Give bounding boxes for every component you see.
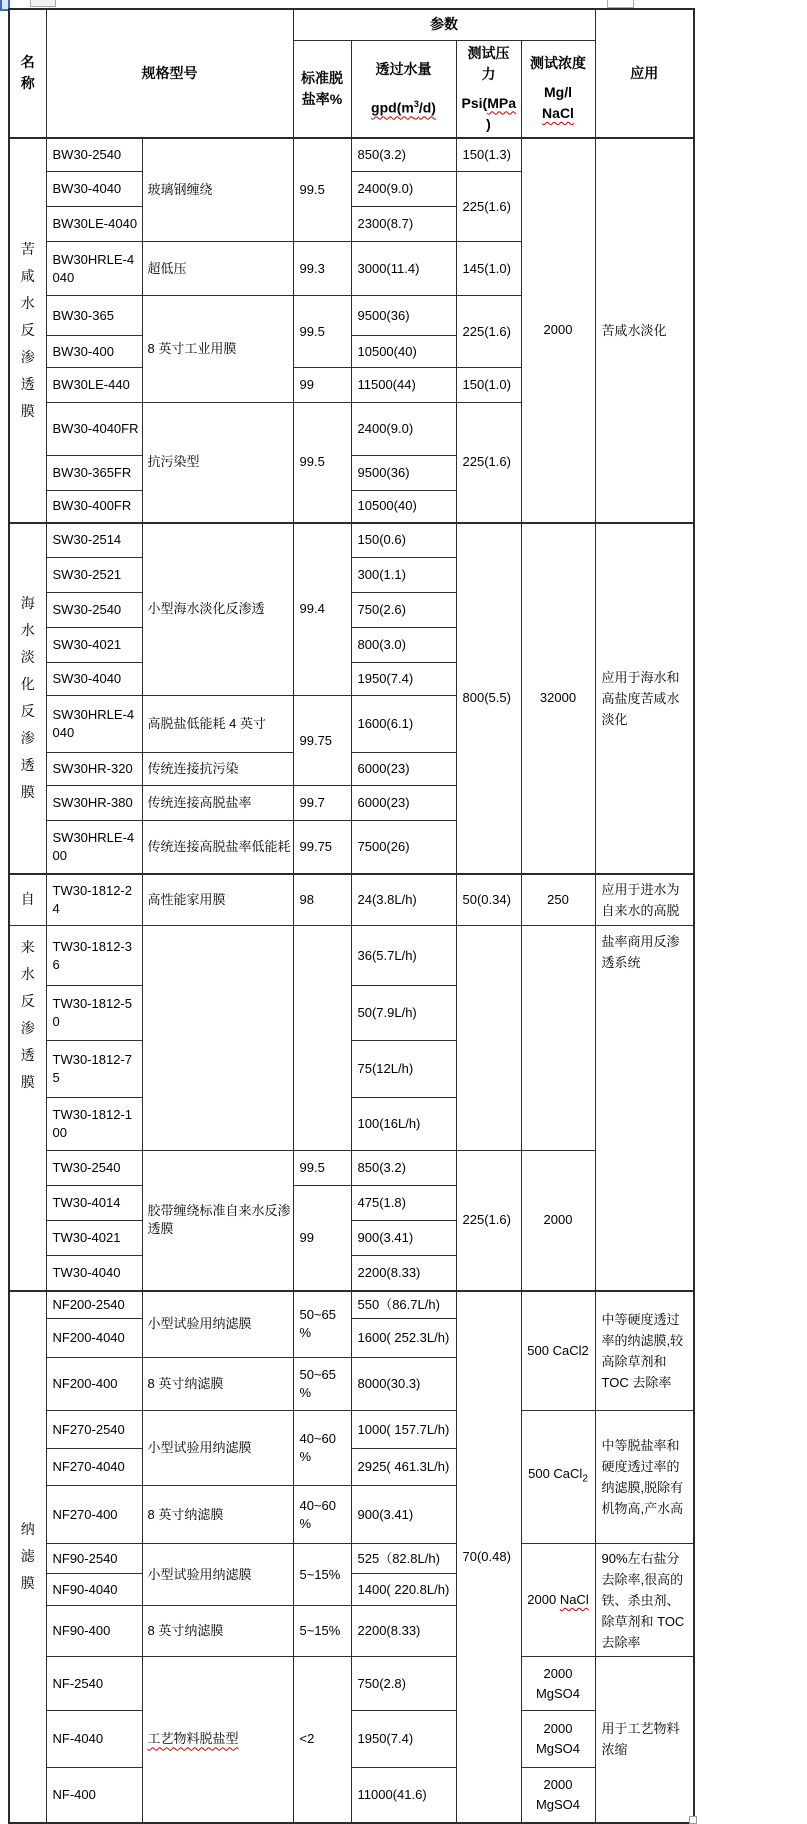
- flux-cell: 850(3.2): [351, 138, 456, 172]
- desc-cell: 传统连接抗污染: [142, 753, 293, 786]
- section-name-tw-top: 自: [9, 874, 46, 926]
- desc-cell: 小型试验用纳滤膜: [142, 1411, 293, 1486]
- conc-unit-2: NaCl: [542, 105, 574, 121]
- pressure-cell: 800(5.5): [456, 523, 521, 874]
- model-cell: NF200-400: [46, 1358, 142, 1411]
- rejection-cell: 99.7: [293, 786, 351, 821]
- flux-cell: 11000(41.6): [351, 1768, 456, 1823]
- model-cell: SW30HR-320: [46, 753, 142, 786]
- flux-cell: 36(5.7L/h): [351, 926, 456, 986]
- model-cell: TW30-4021: [46, 1221, 142, 1256]
- flux-cell: 7500(26): [351, 821, 456, 874]
- rejection-cell: 98: [293, 874, 351, 926]
- rejection-cell: 99.75: [293, 696, 351, 786]
- rejection-cell: 99: [293, 368, 351, 403]
- concentration-cell: 2000 MgSO4: [521, 1768, 595, 1823]
- membrane-spec-table: [8, 8, 695, 1824]
- rejection-cell: 50~65 %: [293, 1291, 351, 1358]
- model-cell: TW30-4014: [46, 1186, 142, 1221]
- rejection-cell: 99.75: [293, 821, 351, 874]
- desc-cell: 小型海水淡化反渗透: [142, 523, 293, 696]
- desc-cell: 高脱盐低能耗 4 英寸: [142, 696, 293, 753]
- section-name-bw: 苦咸水反渗透膜: [9, 138, 46, 523]
- model-cell: BW30-365FR: [46, 456, 142, 491]
- col-header-name: 名称: [9, 9, 46, 138]
- flux-cell: 8000(30.3): [351, 1358, 456, 1411]
- concentration-cell: 250: [521, 874, 595, 926]
- rejection-cell-empty: [293, 926, 351, 1151]
- rejection-cell: 50~65 %: [293, 1358, 351, 1411]
- concentration-cell: 32000: [521, 523, 595, 874]
- flux-cell: 1600( 252.3L/h): [351, 1319, 456, 1358]
- model-cell: SW30HRLE-4040: [46, 696, 142, 753]
- rejection-cell: 99: [293, 1186, 351, 1291]
- desc-cell: 8 英寸纳滤膜: [142, 1606, 293, 1657]
- flux-cell: 1950(7.4): [351, 663, 456, 696]
- model-cell: TW30-1812-24: [46, 874, 142, 926]
- flux-cell: 9500(36): [351, 456, 456, 491]
- flux-cell: 1000( 157.7L/h): [351, 1411, 456, 1449]
- pressure-cell: 50(0.34): [456, 874, 521, 926]
- flux-title: 透过水量: [375, 60, 432, 77]
- desc-cell: 传统连接高脱盐率: [142, 786, 293, 821]
- pressure-unit-close: ): [486, 115, 491, 132]
- col-header-model: 规格型号: [46, 9, 293, 138]
- flux-cell: 2400(9.0): [351, 403, 456, 456]
- desc-cell: 8 英寸纳滤膜: [142, 1486, 293, 1544]
- table-handle-fragment-left: [30, 0, 56, 7]
- model-cell: BW30LE-440: [46, 368, 142, 403]
- application-cell: 应用于进水为自来水的高脱: [595, 874, 694, 926]
- model-cell: SW30-4040: [46, 663, 142, 696]
- flux-cell: 1600(6.1): [351, 696, 456, 753]
- model-cell: BW30-400FR: [46, 491, 142, 523]
- concentration-cell: 2000 MgSO4: [521, 1711, 595, 1768]
- flux-cell: 2300(8.7): [351, 207, 456, 242]
- model-cell: TW30-1812-75: [46, 1041, 142, 1098]
- rejection-cell: 99.3: [293, 242, 351, 296]
- flux-cell: 6000(23): [351, 786, 456, 821]
- model-cell: TW30-1812-36: [46, 926, 142, 986]
- flux-cell: 550（86.7L/h): [351, 1291, 456, 1319]
- model-cell: NF90-400: [46, 1606, 142, 1657]
- desc-cell: 玻璃钢缠绕: [142, 138, 293, 242]
- conc-title: 测试浓度: [530, 55, 586, 71]
- table-resize-handle[interactable]: [689, 1816, 697, 1824]
- pressure-cell: 225(1.6): [456, 1151, 521, 1291]
- flux-cell: 2400(9.0): [351, 172, 456, 207]
- flux-cell: 2200(8.33): [351, 1256, 456, 1291]
- flux-unit: $gpd(m^3/d)$: [371, 98, 436, 116]
- flux-cell: 1400( 220.8L/h): [351, 1574, 456, 1606]
- flux-cell: 10500(40): [351, 491, 456, 523]
- col-header-rejection: 标准脱盐率%: [293, 40, 351, 138]
- model-cell: BW30-2540: [46, 138, 142, 172]
- application-cell: 盐率商用反渗透系统: [595, 926, 694, 1291]
- pressure-cell: 225(1.6): [456, 172, 521, 242]
- concentration-cell: 2000 NaCl: [521, 1544, 595, 1657]
- desc-cell: 高性能家用膜: [142, 874, 293, 926]
- model-cell: NF270-2540: [46, 1411, 142, 1449]
- flux-cell: 900(3.41): [351, 1221, 456, 1256]
- pressure-cell: 150(1.0): [456, 368, 521, 403]
- flux-cell: 50(7.9L/h): [351, 986, 456, 1041]
- table-handle-fragment-right: [607, 0, 634, 8]
- pressure-cell-empty: [456, 926, 521, 1151]
- model-cell: BW30-400: [46, 336, 142, 368]
- desc-cell: 8 英寸工业用膜: [142, 296, 293, 403]
- flux-cell: 750(2.8): [351, 1657, 456, 1711]
- model-cell: SW30HRLE-400: [46, 821, 142, 874]
- model-cell: SW30HR-380: [46, 786, 142, 821]
- desc-cell: 传统连接高脱盐率低能耗: [142, 821, 293, 874]
- concentration-cell: 500 CaCl$_2$: [521, 1411, 595, 1544]
- application-cell: 中等硬度透过率的纳滤膜,较高除草剂和 TOC 去除率: [595, 1291, 694, 1411]
- flux-cell: 850(3.2): [351, 1151, 456, 1186]
- pressure-cell: 150(1.3): [456, 138, 521, 172]
- pressure-title: 测试压力: [467, 44, 510, 82]
- desc-cell: 工艺物料脱盐型: [142, 1657, 293, 1823]
- desc-cell: 8 英寸纳滤膜: [142, 1358, 293, 1411]
- application-cell: 用于工艺物料浓缩: [595, 1657, 694, 1823]
- flux-cell: 150(0.6): [351, 523, 456, 558]
- model-cell: SW30-4021: [46, 628, 142, 663]
- pressure-cell: 225(1.6): [456, 403, 521, 523]
- model-cell: TW30-4040: [46, 1256, 142, 1291]
- concentration-cell-empty: [521, 926, 595, 1151]
- flux-cell: 3000(11.4): [351, 242, 456, 296]
- conc-unit-1: Mg/l: [544, 84, 572, 100]
- col-header-params-group: 参数: [293, 9, 595, 40]
- rejection-cell: 99.4: [293, 523, 351, 696]
- pressure-cell: 225(1.6): [456, 296, 521, 368]
- section-name-tw-rest: 来水反渗透膜: [9, 926, 46, 1291]
- model-cell: NF-4040: [46, 1711, 142, 1768]
- flux-cell: 10500(40): [351, 336, 456, 368]
- rejection-cell: 99.5: [293, 1151, 351, 1186]
- col-header-concentration: [521, 40, 595, 138]
- model-cell: BW30HRLE-4040: [46, 242, 142, 296]
- model-cell: SW30-2521: [46, 558, 142, 593]
- flux-cell: 11500(44): [351, 368, 456, 403]
- col-header-pressure: [456, 40, 521, 138]
- desc-cell: 小型试验用纳滤膜: [142, 1544, 293, 1606]
- application-cell: 苦咸水淡化: [595, 138, 694, 523]
- concentration-cell: 2000 MgSO4: [521, 1657, 595, 1711]
- flux-cell: 475(1.8): [351, 1186, 456, 1221]
- desc-cell-empty: [142, 926, 293, 1151]
- application-cell: 应用于海水和高盐度苦咸水淡化: [595, 523, 694, 874]
- flux-cell: 24(3.8L/h): [351, 874, 456, 926]
- desc-cell: 抗污染型: [142, 403, 293, 523]
- flux-cell: 800(3.0): [351, 628, 456, 663]
- section-name-sw: 海水淡化反渗透膜: [9, 523, 46, 874]
- model-cell: BW30-365: [46, 296, 142, 336]
- model-cell: TW30-1812-50: [46, 986, 142, 1041]
- model-cell: BW30LE-4040: [46, 207, 142, 242]
- model-cell: NF-400: [46, 1768, 142, 1823]
- rejection-cell: 40~60 %: [293, 1411, 351, 1486]
- desc-cell: 小型试验用纳滤膜: [142, 1291, 293, 1358]
- rejection-cell: <2: [293, 1657, 351, 1823]
- flux-cell: 75(12L/h): [351, 1041, 456, 1098]
- section-name-nf: 纳滤膜: [9, 1291, 46, 1823]
- model-cell: NF270-400: [46, 1486, 142, 1544]
- desc-cell: 胶带缠绕标准自来水反渗透膜: [142, 1151, 293, 1291]
- rejection-cell: 99.5: [293, 296, 351, 368]
- model-cell: BW30-4040FR: [46, 403, 142, 456]
- model-cell: SW30-2540: [46, 593, 142, 628]
- model-cell: NF90-2540: [46, 1544, 142, 1574]
- flux-cell: 6000(23): [351, 753, 456, 786]
- flux-cell: 300(1.1): [351, 558, 456, 593]
- model-cell: NF90-4040: [46, 1574, 142, 1606]
- model-cell: NF200-2540: [46, 1291, 142, 1319]
- model-cell: NF270-4040: [46, 1449, 142, 1486]
- model-cell: NF-2540: [46, 1657, 142, 1711]
- model-cell: TW30-1812-100: [46, 1098, 142, 1151]
- application-cell: 90%左右盐分去除率,很高的铁、杀虫剂、除草剂和 TOC 去除率: [595, 1544, 694, 1657]
- rejection-cell: 5~15%: [293, 1544, 351, 1606]
- flux-cell: 100(16L/h): [351, 1098, 456, 1151]
- flux-cell: 900(3.41): [351, 1486, 456, 1544]
- rejection-cell: 5~15%: [293, 1606, 351, 1657]
- concentration-cell: 2000: [521, 138, 595, 523]
- col-header-flux: [351, 40, 456, 138]
- rejection-cell: 99.5: [293, 138, 351, 242]
- flux-cell: 9500(36): [351, 296, 456, 336]
- pressure-unit: Psi(MPa: [461, 94, 516, 111]
- model-cell: SW30-2514: [46, 523, 142, 558]
- desc-cell: 超低压: [142, 242, 293, 296]
- model-cell: BW30-4040: [46, 172, 142, 207]
- flux-cell: 750(2.6): [351, 593, 456, 628]
- flux-cell: 2925( 461.3L/h): [351, 1449, 456, 1486]
- flux-cell: 2200(8.33): [351, 1606, 456, 1657]
- model-cell: TW30-2540: [46, 1151, 142, 1186]
- flux-cell: 525（82.8L/h): [351, 1544, 456, 1574]
- pressure-cell: 70(0.48): [456, 1291, 521, 1823]
- model-cell: NF200-4040: [46, 1319, 142, 1358]
- pressure-cell: 145(1.0): [456, 242, 521, 296]
- col-header-application: 应用: [595, 9, 694, 138]
- flux-cell: 1950(7.4): [351, 1711, 456, 1768]
- rejection-cell: 40~60 %: [293, 1486, 351, 1544]
- application-cell: 中等脱盐率和硬度透过率的纳滤膜,脱除有机物高,产水高: [595, 1411, 694, 1544]
- rejection-cell: 99.5: [293, 403, 351, 523]
- concentration-cell: 500 CaCl2: [521, 1291, 595, 1411]
- concentration-cell: 2000: [521, 1151, 595, 1291]
